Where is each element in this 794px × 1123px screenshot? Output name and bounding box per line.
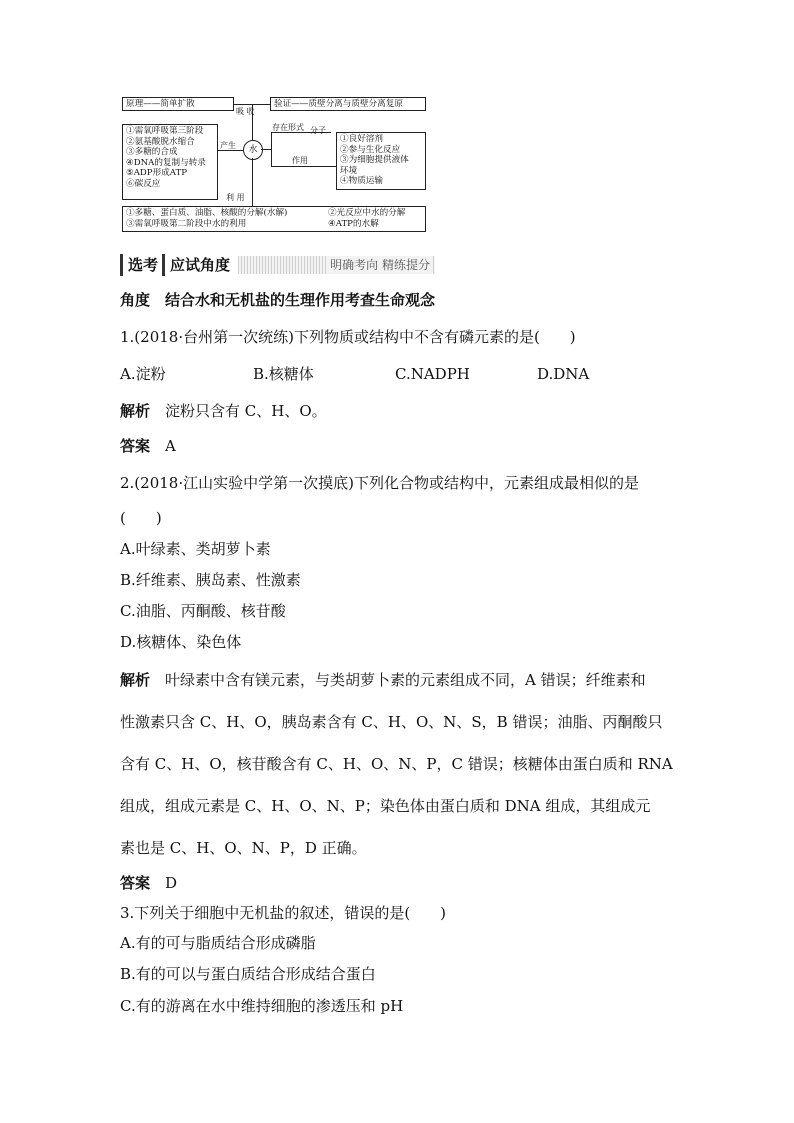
q1-analysis: [120, 401, 327, 421]
connector-line: [261, 149, 271, 150]
principle-text: 原理——简单扩散: [126, 99, 195, 109]
connector-line: [252, 104, 253, 140]
analysis-label: 解析: [120, 671, 151, 689]
q1-option-d: D.DNA: [537, 365, 590, 383]
produce-item: ①需氧呼吸第三阶段: [126, 126, 204, 136]
q1-option-a: A.淀粉: [120, 365, 166, 383]
use-item: ①多糖、蛋白质、油脂、核酸的分解(水解): [126, 208, 288, 218]
connector-line: [252, 158, 253, 206]
q3-stem: 3.下列关于细胞中无机盐的叙述，错误的是( ): [120, 904, 447, 922]
analysis-text: 叶绿素中含有镁元素，与类胡萝卜素的元素组成不同，A 错误；纤维素和: [165, 671, 646, 689]
q1-option-c: C.NADPH: [395, 365, 470, 383]
use-item: ④ATP的水解: [328, 219, 379, 229]
verification-box: [270, 97, 426, 111]
function-item: ①良好溶剂: [340, 134, 383, 144]
produce-item: ⑥碳反应: [126, 178, 161, 189]
principle-box: [122, 97, 234, 111]
absorb-label: 吸 收: [236, 107, 255, 116]
section-banner: [120, 254, 435, 276]
answer-value: A: [165, 437, 176, 455]
answer-value: D: [165, 874, 178, 892]
function-item: ③为细胞提供液体: [340, 155, 409, 165]
q2-analysis-line: 含有 C、H、O，核苷酸含有 C、H、O、N、P，C 错误；核糖体由蛋白质和 RNA: [120, 755, 673, 773]
connector-line: [271, 166, 331, 167]
analysis-label: 解析: [120, 402, 151, 420]
q2-analysis-line: 组成，组成元素是 C、H、O、N、P；染色体由蛋白质和 DNA 组成，其组成元: [120, 797, 651, 815]
use-item: ③需氧呼吸第二阶段中水的利用: [126, 219, 247, 229]
q2-stem-line1: 2.(2018·江山实验中学第一次摸底)下列化合物或结构中，元素组成最相似的是: [120, 474, 639, 492]
q2-analysis-line: 素也是 C、H、O、N、P，D 正确。: [120, 839, 367, 857]
q1-option-b: B.核糖体: [253, 365, 314, 383]
analysis-text: 淀粉只含有 C、H、O。: [165, 402, 327, 420]
q3-option-b: B.有的可以与蛋白质结合形成结合蛋白: [120, 965, 376, 983]
function-label: 作用: [292, 156, 308, 165]
q2-analysis-line: [120, 670, 646, 690]
q1-stem: 1.(2018·台州第一次统练)下列物质或结构中不含有磷元素的是( ): [120, 328, 576, 346]
molecule-label: 分子: [310, 126, 326, 135]
q1-answer: [120, 436, 176, 456]
produce-item: ⑤ADP形成ATP: [126, 168, 188, 178]
q3-option-a: A.有的可与脂质结合形成磷脂: [120, 934, 316, 952]
q2-option-a: A.叶绿素、类胡萝卜素: [120, 540, 271, 558]
function-item: ②参与生化反应: [340, 144, 401, 155]
answer-label: 答案: [120, 437, 151, 455]
use-item: ②光反应中水的分解: [328, 208, 406, 218]
banner-subtitle: 明确考向 精练提分: [327, 256, 433, 274]
function-item: ④物质运输: [340, 176, 383, 186]
function-item: 环境: [340, 165, 358, 176]
water-node: 水: [243, 140, 263, 160]
q2-answer: [120, 873, 177, 893]
section-title: 角度 结合水和无机盐的生理作用考查生命观念: [120, 291, 436, 309]
produce-box: [122, 124, 218, 200]
produce-label: 产生: [220, 141, 236, 150]
produce-item: ④DNA的复制与转录: [126, 157, 206, 168]
q2-stem-line2: ( ): [120, 509, 162, 527]
banner-tag-exam: 选考: [120, 254, 158, 276]
q2-option-c: C.油脂、丙酮酸、核苷酸: [120, 602, 286, 620]
q2-option-b: B.纤维素、胰岛素、性激素: [120, 571, 301, 589]
use-label: 利 用: [226, 193, 245, 202]
exist-form-label: 存在形式: [272, 123, 304, 132]
answer-label: 答案: [120, 874, 151, 892]
q2-option-d: D.核糖体、染色体: [120, 633, 242, 651]
water-concept-diagram: [120, 92, 426, 234]
q2-analysis-line: 性激素只含 C、H、O，胰岛素含有 C、H、O、N、S，B 错误；油脂、丙酮酸只: [120, 713, 663, 731]
connector-line: [331, 166, 336, 167]
function-box: [336, 132, 426, 190]
produce-item: ③多糖的合成: [126, 147, 178, 157]
use-box: [122, 206, 426, 232]
connector-line: [271, 132, 272, 166]
banner-tag-angle: 应试角度: [162, 254, 230, 276]
produce-item: ②氨基酸脱水缩合: [126, 136, 195, 147]
q3-option-c: C.有的游离在水中维持细胞的渗透压和 pH: [120, 997, 404, 1015]
verification-text: 验证——质壁分离与质壁分离复原: [274, 99, 403, 109]
